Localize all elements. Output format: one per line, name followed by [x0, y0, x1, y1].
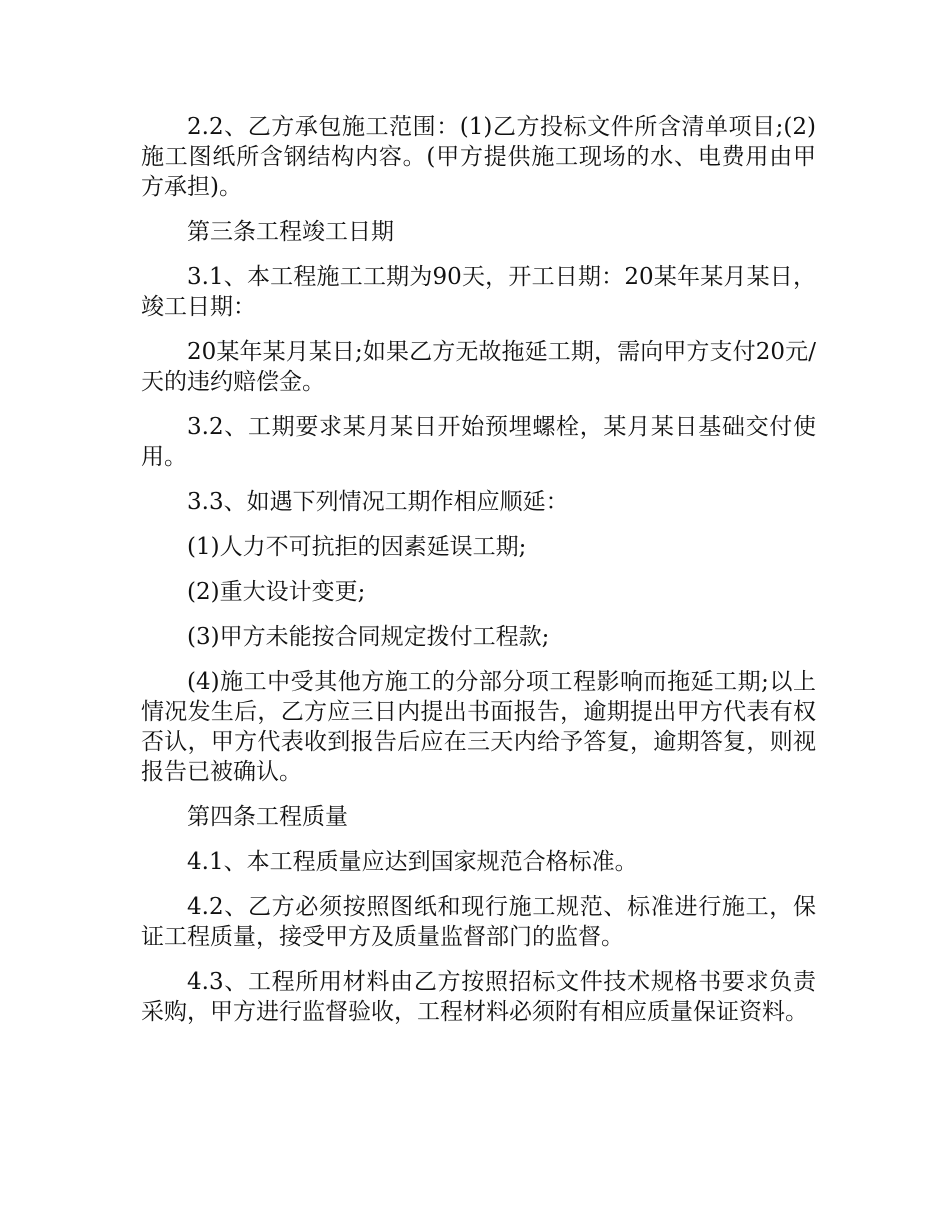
clause-3-3-item-2: (2)重大设计变更; — [187, 579, 366, 605]
clause-3-1: 3.1、本工程施工工期为90天，开工日期：20某年某月某日，竣工日期： — [141, 264, 816, 320]
clause-4-3: 4.3、工程所用材料由乙方按照招标文件技术规格书要求负责采购，甲方进行监督验收，工程材料必须附有相应质量保证资料。 — [141, 969, 816, 1025]
document-body — [141, 112, 816, 1042]
clause-3-1-continued: 20某年某月某日;如果乙方无故拖延工期，需向甲方支付20元/天的违约赔偿金。 — [141, 339, 816, 395]
article-3-heading: 第三条工程竣工日期 — [187, 219, 394, 245]
clause-3-2: 3.2、工期要求某月某日开始预埋螺栓，某月某日基础交付使用。 — [141, 414, 816, 470]
clause-3-3-item-4: (4)施工中受其他方施工的分部分项工程影响而拖延工期;以上情况发生后，乙方应三日内提出书面报告，逾期提出甲方代表有权否认，甲方代表收到报告后应在三天内给予答复，逾期答复，则视报告已被确认。 — [141, 669, 816, 785]
clause-3-3-item-3: (3)甲方未能按合同规定拨付工程款; — [187, 624, 550, 650]
clause-4-1: 4.1、本工程质量应达到国家规范合格标准。 — [187, 849, 638, 875]
clause-4-2: 4.2、乙方必须按照图纸和现行施工规范、标准进行施工，保证工程质量，接受甲方及质量监督部门的监督。 — [141, 894, 816, 950]
clause-2-2: 2.2、乙方承包施工范围：(1)乙方投标文件所含清单项目;(2)施工图纸所含钢结构内容。(甲方提供施工现场的水、电费用由甲方承担)。 — [141, 114, 816, 200]
article-4-heading: 第四条工程质量 — [187, 804, 348, 830]
clause-3-3: 3.3、如遇下列情况工期作相应顺延： — [187, 489, 569, 515]
clause-3-3-item-1: (1)人力不可抗拒的因素延误工期; — [187, 534, 527, 560]
